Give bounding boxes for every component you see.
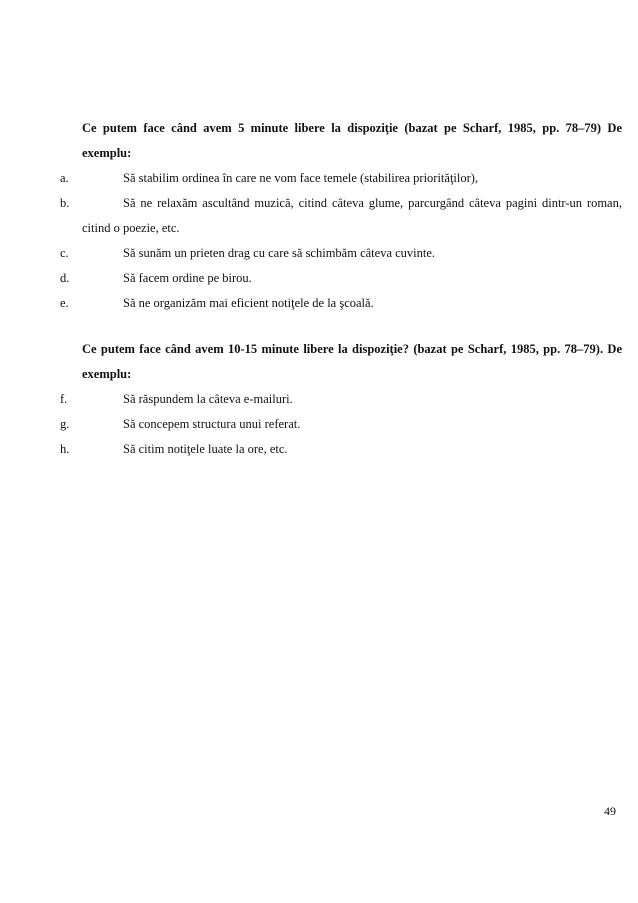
list-marker: f. [60, 392, 68, 406]
list-marker: e. [60, 296, 69, 310]
list-marker: a. [60, 171, 69, 185]
list-item-text: Să ne organizăm mai eficient notiţele de la şcoală. [123, 296, 374, 310]
list-item [60, 412, 622, 437]
list-item [60, 191, 622, 241]
page-number: 49 [604, 804, 616, 818]
list-item-text: Să facem ordine pe birou. [123, 271, 252, 285]
list-item [60, 437, 622, 462]
list-marker: h. [60, 442, 70, 456]
list-item-text: Să sunăm un prieten drag cu care să schimbăm câteva cuvinte. [123, 246, 436, 260]
list-marker: g. [60, 417, 70, 431]
list-item [60, 387, 622, 412]
section-heading: Ce putem face când avem 10-15 minute libere la dispoziţie? (bazat pe Scharf, 1985, pp. 78–79). De exemplu: [82, 342, 622, 381]
section-five-minutes [60, 116, 622, 316]
list-item-text: Să răspundem la câteva e-mailuri. [123, 392, 293, 406]
section-heading: Ce putem face când avem 5 minute libere la dispoziţie (bazat pe Scharf, 1985, pp. 78–79) De exemplu: [82, 121, 622, 160]
list-item [60, 291, 622, 316]
list-item [60, 266, 622, 291]
list-item [60, 241, 622, 266]
list-marker: c. [60, 246, 69, 260]
list-marker: b. [60, 196, 70, 210]
section-ten-fifteen-minutes [60, 337, 622, 462]
list-marker: d. [60, 271, 70, 285]
list-item-text: Să ne relaxăm ascultând muzică, citind câteva glume, parcurgând câteva pagini dintr-un roman, citind o poezie, etc. [82, 196, 622, 235]
list-item-text: Să concepem structura unui referat. [123, 417, 301, 431]
list-item-text: Să stabilim ordinea în care ne vom face temele (stabilirea priorităţilor), [123, 171, 479, 185]
list-item [60, 166, 622, 191]
list-item-text: Să citim notiţele luate la ore, etc. [123, 442, 288, 456]
